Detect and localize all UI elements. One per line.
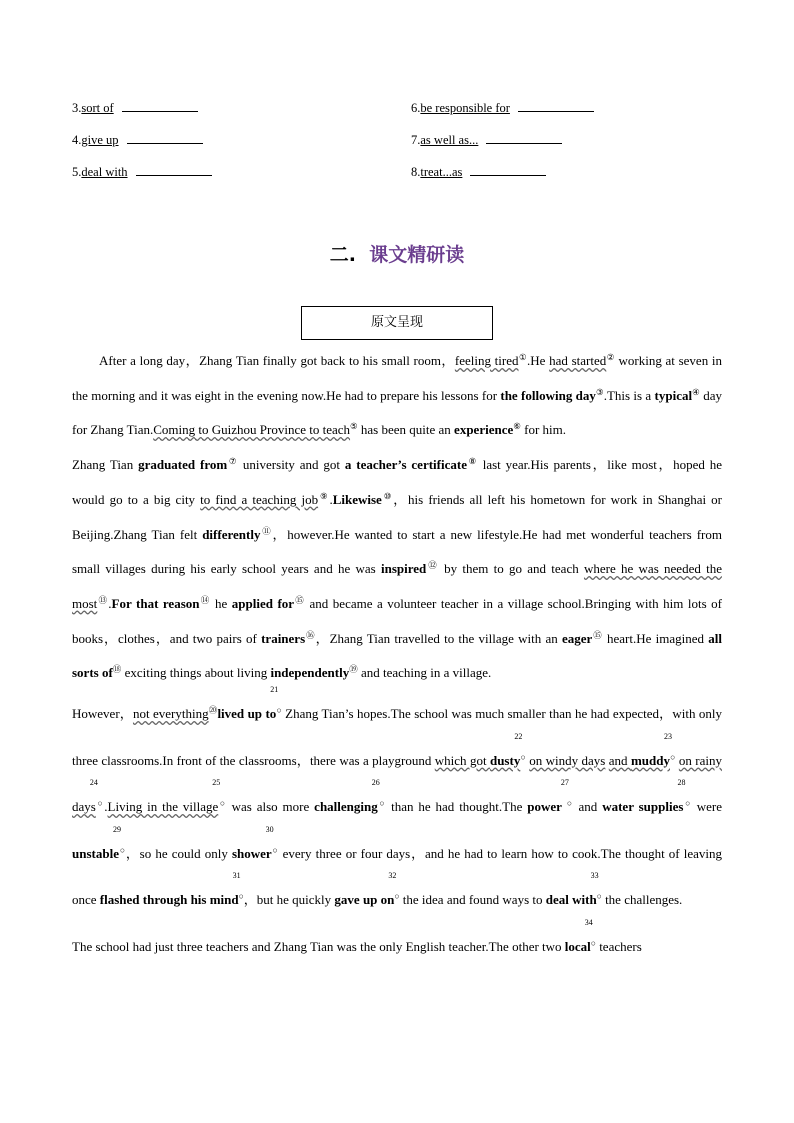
original-text-box-title: 原文呈现	[301, 306, 493, 340]
answer-blank[interactable]	[470, 164, 546, 176]
paragraph: After a long day，Zhang Tian finally got back to his small room，feeling tired①.He had started② working at seven in the morning and it was eight in the evening now.He had to prepare his lessons for the following day③.This is a typical④ day for Zhang Tian.Coming to Guizhou Province to teach⑤ has been quite an experience⑥ for him.	[72, 352, 723, 438]
answer-blank[interactable]	[486, 132, 562, 144]
answer-blank[interactable]	[518, 100, 594, 112]
phrase-item: 5.deal with	[72, 164, 212, 180]
phrase-item: 3.sort of	[72, 100, 198, 116]
paragraph: Zhang Tian graduated from⑦ university and got a teacher’s certificate⑧ last year.His parents，like most，hoped he would go to a big city to find a teaching job⑨.Likewise⑩，his friends all left his hometown for work in Shanghai or Beijing.Zhang Tian felt differently⑪，however.He wanted to start a new lifestyle.He had met wonderful teachers from small villages during his early school years and he was inspired⑫ by them to go and teach where he was needed the most⑬.For that reason⑭ he applied for⑮ and became a volunteer teacher in a village school.Bringing with him lots of books，clothes，and two pairs of trainers⑯，Zhang Tian travelled to the village with an eager⑮ heart.He imagined all sorts of⑱ exciting things about living independently⑲ and teaching in a village.	[72, 456, 723, 681]
paragraph: The school had just three teachers and Zhang Tian was the only English teacher.The other two local 34 ○ teachers	[72, 917, 642, 954]
phrase-item: 4.give up	[72, 132, 203, 148]
answer-blank[interactable]	[136, 164, 212, 176]
phrase-item: 8.treat...as	[411, 164, 546, 180]
phrase-item: 6.be responsible for	[411, 100, 594, 116]
answer-blank[interactable]	[122, 100, 198, 112]
section-heading: 二. 课文精研读	[329, 244, 465, 266]
phrase-item: 7.as well as...	[411, 132, 562, 148]
answer-blank[interactable]	[127, 132, 203, 144]
paragraph: However，not everything⑳lived up to 21 ○ Zhang Tian’s hopes.The school was much smaller than he had expected，with only three classrooms.In front of the classrooms，there was a playground which got dusty 22 ○ on windy days and muddy 23 ○ on rainy days 24 ○.Living in the village 25 ○ was also more challenging 26 ○ than he had thought.The power 27 ○ and water supplies 28 ○ were unstable 29 ○，so he could only shower 30 ○ every three or four days，and he had to learn how to cook.The thought of leaving once flashed through his mind 31 ○，but he quickly gave up on 32 ○ the idea and found ways to deal with 33 ○ the challenges.	[72, 685, 723, 908]
passage-body	[72, 342, 722, 968]
